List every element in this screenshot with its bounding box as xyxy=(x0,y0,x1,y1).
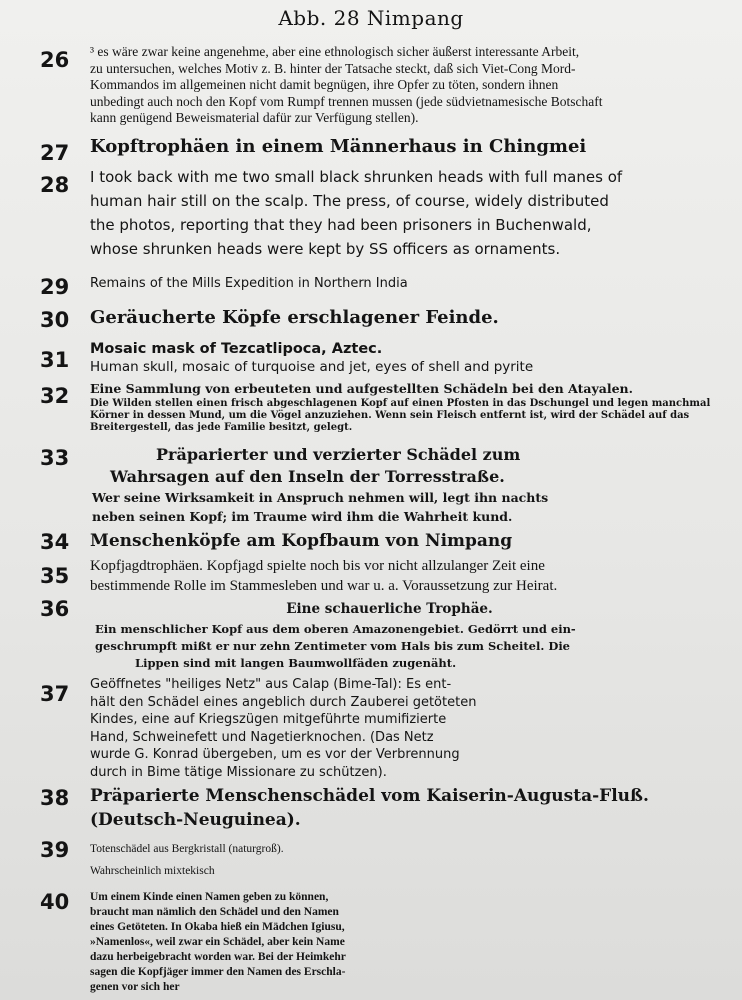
text-line: I took back with me two small black shrunken heads with full manes of xyxy=(90,168,623,186)
text-line: ³ es wäre zwar keine angenehme, aber eine ethnologisch sicher äußerst interessante Arbeit, xyxy=(90,44,580,59)
text-line: the photos, reporting that they had been prisoners in Buchenwald, xyxy=(90,216,592,234)
entry-number: 40 xyxy=(40,890,70,914)
text-line: kann genügend Beweismaterial dafür zur Verfügung stellen). xyxy=(90,110,419,125)
entry-text xyxy=(92,444,724,526)
entry-number: 27 xyxy=(40,141,70,165)
text-line: Hand, Schweinefett und Nagetierknochen. (Das Netz xyxy=(90,729,434,745)
entry-number: 26 xyxy=(40,48,70,72)
entry-text xyxy=(90,305,724,331)
entry-number: 36 xyxy=(40,597,70,621)
entry-number: 34 xyxy=(40,530,70,554)
text-line: Die Wilden stellen einen frisch abgeschlagenen Kopf auf einen Pfosten in das Dschungel und legen manchmal xyxy=(90,398,711,409)
text-line: Kopfjagdtrophäen. Kopfjagd spielte noch bis vor nicht allzulanger Zeit eine xyxy=(90,558,545,574)
entry-number: 32 xyxy=(40,384,70,408)
text-line: Mosaic mask of Tezcatlipoca, Aztec. xyxy=(90,341,383,357)
text-line: dazu herbeigebracht worden war. Bei der Heimkehr xyxy=(90,951,346,963)
text-line: Präparierte Menschenschädel vom Kaiserin-Augusta-Fluß. xyxy=(90,786,649,806)
entry-number: 30 xyxy=(40,308,70,332)
text-line: bestimmende Rolle im Stammesleben und war u. a. Voraussetzung zur Heirat. xyxy=(90,578,558,594)
text-line: Wer seine Wirksamkeit in Anspruch nehmen will, legt ihn nachts xyxy=(92,490,549,505)
text-line: unbedingt auch noch den Kopf vom Rumpf trennen mussen (jede südvietnamesische Botschaft xyxy=(90,93,603,109)
text-line: Geräucherte Köpfe erschlagener Feinde. xyxy=(90,307,499,328)
text-line: zu untersuchen, welches Motiv z. B. hinter der Tatsache steckt, daß sich Viet-Cong Mord- xyxy=(90,60,576,76)
text-line: Präparierter und verzierter Schädel zum xyxy=(156,445,521,464)
entry-text xyxy=(90,676,724,781)
entry-number: 28 xyxy=(40,173,70,197)
entry-text xyxy=(90,44,724,127)
text-line: Kopftrophäen in einem Männerhaus in Chingmei xyxy=(90,136,587,157)
text-line: sagen die Kopfjäger immer den Namen des Erschla- xyxy=(90,966,346,978)
text-line: Menschenköpfe am Kopfbaum von Nimpang xyxy=(90,531,513,551)
page-title: Abb. 28 Nimpang xyxy=(278,6,464,30)
text-line: wurde G. Konrad übergeben, um es vor der Verbrennung xyxy=(90,747,460,762)
text-line: Totenschädel aus Bergkristall (naturgroß). xyxy=(90,843,284,855)
text-line: neben seinen Kopf; im Traume wird ihm die Wahrheit kund. xyxy=(92,509,513,524)
entry-number: 35 xyxy=(40,564,70,588)
text-line: Wahrscheinlich mixtekisch xyxy=(90,865,215,877)
text-line: Eine Sammlung von erbeuteten und aufgestellten Schädeln bei den Atayalen. xyxy=(90,381,633,396)
text-line: »Namenlos«, weil zwar ein Schädel, aber kein Name xyxy=(90,936,345,948)
text-line: Kommandos im allgemeinen nicht damit begnügen, ihre Opfer zu töten, sondern ihnen xyxy=(90,77,559,92)
text-line: (Deutsch-Neuguinea). xyxy=(90,810,301,830)
text-line: Lippen sind mit langen Baumwollfäden zugenäht. xyxy=(135,656,457,670)
entry-text xyxy=(90,556,724,596)
text-line: Wahrsagen auf den Inseln der Torresstraße. xyxy=(110,467,505,486)
entry-number: 39 xyxy=(40,838,70,862)
text-line: braucht man nämlich den Schädel und den Namen xyxy=(90,906,339,918)
text-line: eines Getöteten. In Okaba hieß ein Mädchen Igiusu, xyxy=(90,921,345,933)
entry-number: 37 xyxy=(40,682,70,706)
text-line: whose shrunken heads were kept by SS officers as ornaments. xyxy=(90,240,561,258)
text-line: Um einem Kinde einen Namen geben zu können, xyxy=(90,891,329,903)
text-line: Ein menschlicher Kopf aus dem oberen Amazonengebiet. Gedörrt und ein- xyxy=(95,622,576,636)
entry-text xyxy=(90,273,724,295)
text-line: Körner in dessen Mund, um die Vögel anzuziehen. Wenn sein Fleisch entfernt ist, wird der Schädel auf das xyxy=(90,410,690,421)
entry-text xyxy=(95,597,724,672)
entry-number: 31 xyxy=(40,348,70,372)
entry-number: 33 xyxy=(40,446,70,470)
text-line: Remains of the Mills Expedition in Northern India xyxy=(90,276,408,291)
entry-text xyxy=(90,784,724,832)
entry-text xyxy=(90,890,724,995)
entry-text xyxy=(90,165,724,261)
text-line: geschrumpft mißt er nur zehn Zentimeter vom Hals bis zum Scheitel. Die xyxy=(95,639,570,653)
entry-text xyxy=(90,135,724,159)
text-line: Breitergestell, das jede Familie besitzt, gelegt. xyxy=(90,422,353,433)
entry-number: 29 xyxy=(40,275,70,299)
entry-text xyxy=(90,380,724,434)
entry-number: 38 xyxy=(40,786,70,810)
entry-text xyxy=(90,528,724,554)
entry-text xyxy=(90,838,724,882)
text-line: durch in Bime tätige Missionare zu schützen). xyxy=(90,764,387,780)
text-line: Eine schauerliche Trophäe. xyxy=(286,601,493,617)
text-line: genen vor sich her xyxy=(90,981,180,993)
entry-text xyxy=(90,340,724,376)
text-line: Kindes, eine auf Kriegszügen mitgeführte mumifizierte xyxy=(90,712,447,727)
text-line: Geöffnetes "heiliges Netz" aus Calap (Bime-Tal): Es ent- xyxy=(90,677,452,692)
text-line: hält den Schädel eines angeblich durch Zauberei getöteten xyxy=(90,694,477,710)
text-line: Human skull, mosaic of turquoise and jet, eyes of shell and pyrite xyxy=(90,359,534,375)
text-line: human hair still on the scalp. The press, of course, widely distributed xyxy=(90,192,609,210)
